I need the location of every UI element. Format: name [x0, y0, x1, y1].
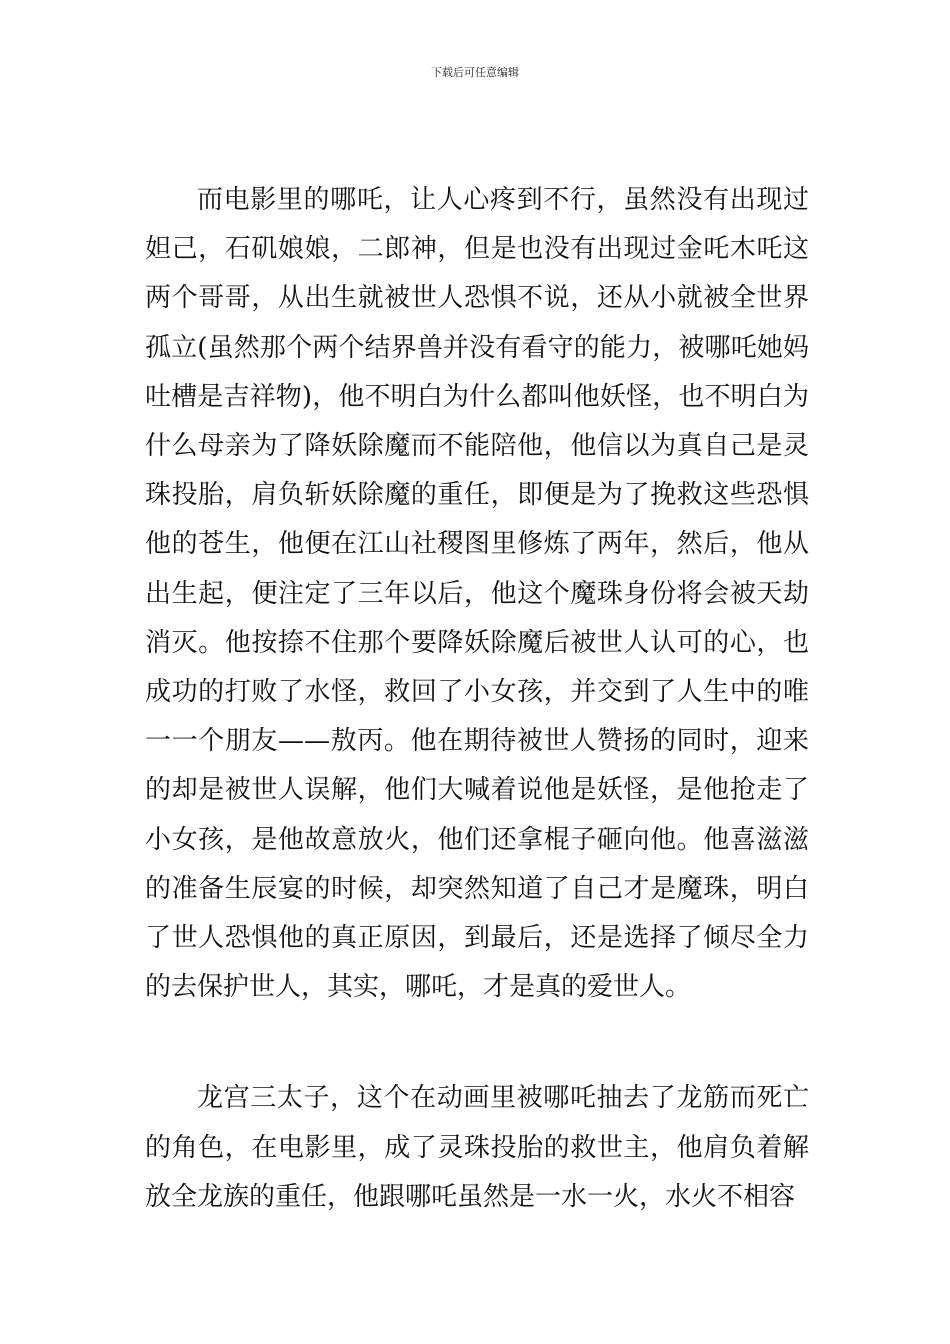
paragraph-nezha-film: 而电影里的哪吒，让人心疼到不行，虽然没有出现过妲己，石矶娘娘，二郎神，但是也没有出现过金吒木吒这两个哥哥，从出生就被世人恐惧不说，还从小就被全世界孤立(虽然那个两个结界兽并没有看守的能力，被哪吒她妈吐槽是吉祥物)，他不明白为什么都叫他妖怪，也不明白为什么母亲为了降妖除魔而不能陪他，他信以为真自己是灵珠投胎，肩负斩妖除魔的重任，即便是为了挽救这些恐惧他的苍生，他便在江山社稷图里修炼了两年，然后，他从出生起，便注定了三年以后，他这个魔珠身份将会被天劫消灭。他按捺不住那个要降妖除魔后被世人认可的心，也成功的打败了水怪，救回了小女孩，并交到了人生中的唯一一个朋友——敖丙。他在期待被世人赞扬的同时，迎来的却是被世人误解，他们大喊着说他是妖怪，是他抢走了小女孩，是他故意放火，他们还拿棍子砸向他。他喜滋滋的准备生辰宴的时候，却突然知道了自己才是魔珠，明白了世人恐惧他的真正原因，到最后，还是选择了倾尽全力的去保护世人，其实，哪吒，才是真的爱世人。	[145, 185, 809, 1003]
page-header: 下载后可任意编辑	[431, 66, 519, 79]
document-body	[145, 176, 809, 1222]
paragraph-dragon-prince: 龙宫三太子，这个在动画里被哪吒抽去了龙筋而死亡的角色，在电影里，成了灵珠投胎的救世主，他肩负着解放全龙族的重任，他跟哪吒虽然是一水一火，水火不相容	[145, 1083, 809, 1212]
